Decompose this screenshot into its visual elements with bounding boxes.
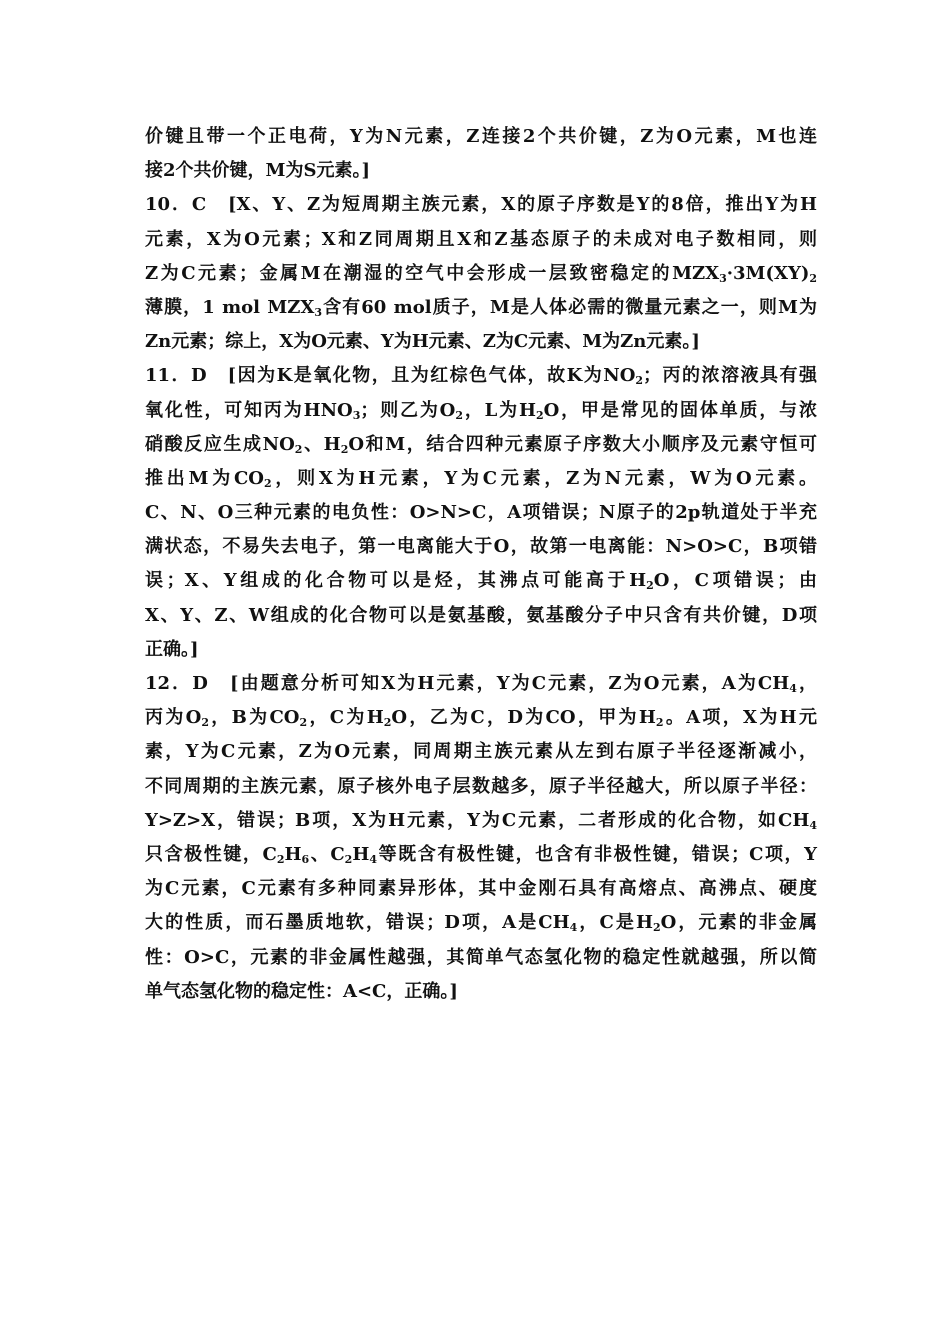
text-line: 氧化性，可知丙为$HNO_3$；则乙为$O_2$，L为$H_2O$，甲是常见的固体单质，与浓 [145, 399, 817, 422]
answer-text-block [145, 120, 817, 1009]
text-line: 价键且带一个正电荷，Y为N元素，Z连接2个共价键，Z为O元素，M也连 [145, 126, 817, 147]
text-line: 性：O>C，元素的非金属性越强，其简单气态氢化物的稳定性就越强，所以简 [145, 946, 817, 968]
text-line: 丙为$O_2$，B为$CO_2$，C为$H_2O$，乙为C，D为CO，甲为$H_2$。A项，X为H元 [145, 707, 817, 730]
text-line: 为C元素，C元素有多种同素异形体，其中金刚石具有高熔点、高沸点、硬度 [145, 878, 817, 900]
text-line: 不同周期的主族元素，原子核外电子层数越多，原子半径越大，所以原子半径： [145, 775, 817, 797]
text-line: 11．D [因为K是氧化物，且为红棕色气体，故K为$NO_2$；丙的浓溶液具有强 [145, 365, 817, 388]
text-line: 元素，X为O元素；X和Z同周期且X和Z基态原子的未成对电子数相同，则 [145, 228, 817, 250]
text-line: C、N、O三种元素的电负性：O>N>C，A项错误；N原子的2p轨道处于半充 [145, 502, 817, 524]
text-line: 10．C [X、Y、Z为短周期主族元素，X的原子序数是Y的8倍，推出Y为H [145, 194, 817, 216]
text-line: 正确。] [145, 638, 199, 660]
text-line: Z为C元素；金属M在潮湿的空气中会形成一层致密稳定的$MZX_3\cdot 3M(XY)_2$ [145, 262, 817, 285]
text-line: 满状态，不易失去电子，第一电离能大于O，故第一电离能：N>O>C，B项错 [145, 536, 817, 558]
text-line: 素，Y为C元素，Z为O元素，同周期主族元素从左到右原子半径逐渐减小， [145, 741, 817, 763]
text-line: 大的性质，而石墨质地软，错误；D项，A是$CH_4$，C是$H_2O$，元素的非金属 [145, 912, 817, 935]
text-line: 薄膜，1 mol $MZX_3$含有60 mol质子，M是人体必需的微量元素之一，则M为 [145, 296, 817, 319]
text-line: Zn元素；综上，X为O元素、Y为H元素、Z为C元素、M为Zn元素。] [145, 331, 700, 353]
text-line: 单气态氢化物的稳定性：A<C，正确。] [145, 980, 458, 1002]
text-line: 推出M为$CO_2$，则X为H元素，Y为C元素，Z为N元素，W为O元素。 [145, 467, 817, 490]
text-line: 接2个共价键，M为S元素。] [145, 160, 370, 182]
text-line: X、Y、Z、W组成的化合物可以是氨基酸，氨基酸分子中只含有共价键，D项 [145, 604, 817, 626]
text-line: 误；X、Y组成的化合物可以是烃，其沸点可能高于$H_2O$，C项错误；由 [145, 570, 817, 593]
text-line: 硝酸反应生成$NO_2$、$H_2O$和M，结合四种元素原子序数大小顺序及元素守恒可 [145, 433, 817, 456]
text-line: Y>Z>X，错误；B项，X为H元素，Y为C元素，二者形成的化合物，如$CH_4$ [145, 809, 817, 832]
text-line: 12．D [由题意分析可知X为H元素，Y为C元素，Z为O元素，A为$CH_4$， [145, 673, 817, 695]
text-line: 只含极性键，$C_2H_6$、$C_2H_4$等既含有极性键，也含有非极性键，错误；C项，Y [145, 843, 817, 866]
